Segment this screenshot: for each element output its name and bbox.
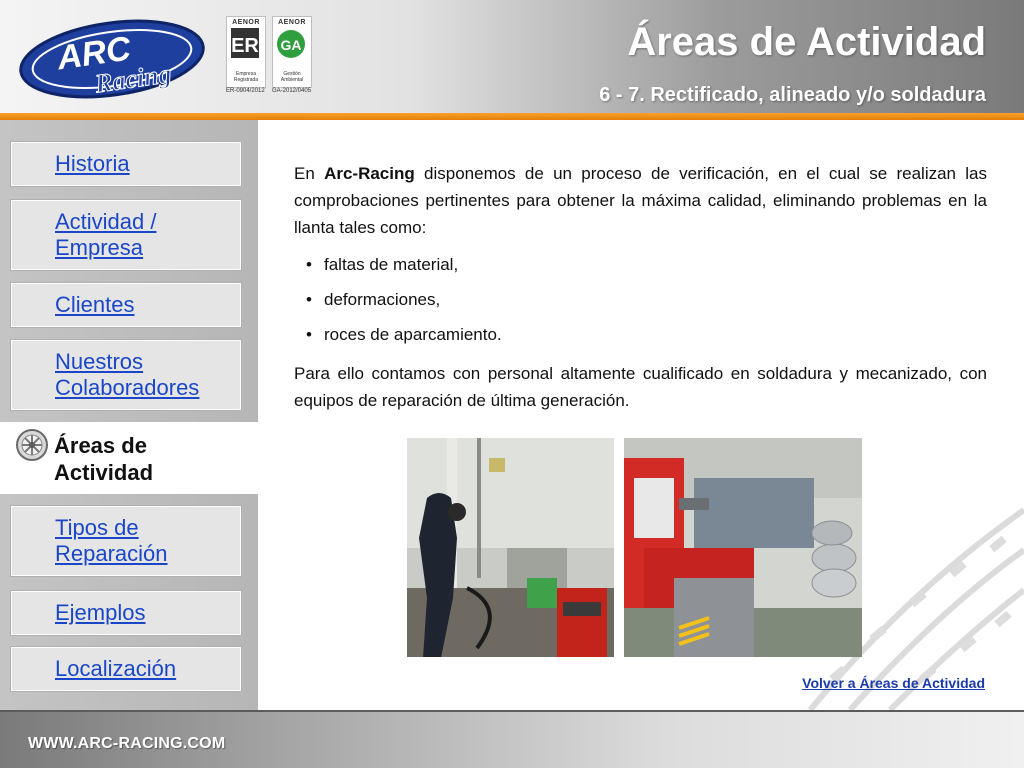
main-content [294, 160, 987, 414]
machining-photo [624, 438, 862, 657]
intro-text: disponemos de un proceso de verificación, en el cual se realizan las comprobaciones pertinentes para obtener la máxima calidad, eliminando problemas en la llanta tales como: [294, 164, 987, 237]
sidebar-item-label: Clientes [55, 292, 135, 317]
back-to-areas-link[interactable]: Volver a Áreas de Actividad [802, 675, 985, 691]
ga-mark-icon [273, 26, 309, 66]
svg-text:GA: GA [280, 37, 302, 53]
intro-prefix: En [294, 164, 315, 183]
footer-divider [0, 710, 1024, 712]
cert-caption: Gestión Ambiental [280, 71, 304, 83]
intro-paragraph [294, 160, 987, 241]
sidebar-item-label: Tipos de Reparación [55, 515, 168, 566]
er-mark-icon [227, 26, 263, 66]
defect-list [294, 247, 987, 352]
cert-org: AENOR [278, 19, 306, 26]
page-subtitle: 6 - 7. Rectificado, alineado y/o soldadura [599, 84, 986, 106]
logo-text-arc: ARC [54, 29, 134, 78]
sidebar-item-label: Nuestros Colaboradores [55, 349, 200, 400]
cert-org: AENOR [232, 19, 260, 26]
sidebar-item-ejemplos[interactable] [11, 591, 241, 635]
brand-name: Arc-Racing [324, 164, 415, 183]
sidebar-item-colaboradores[interactable] [11, 340, 241, 410]
cert-code-ga: GA-2012/0405 [272, 88, 312, 94]
cert-code-er: ER-0904/2012 [226, 88, 265, 94]
sidebar-item-label: Ejemplos [55, 600, 146, 625]
sidebar-item-localizacion[interactable] [11, 647, 241, 691]
cert-caption: Empresa Registrada [233, 71, 259, 83]
welding-photo [407, 438, 614, 657]
list-item: • deformaciones, [324, 282, 987, 317]
header-divider [0, 113, 1024, 120]
aenor-er-certificate [226, 16, 266, 88]
wheel-icon [16, 429, 48, 461]
list-item: • faltas de material, [324, 247, 987, 282]
sidebar-item-actividad-empresa[interactable] [11, 200, 241, 270]
sidebar-item-historia[interactable] [11, 142, 241, 186]
svg-text:ER: ER [231, 35, 259, 57]
arc-racing-logo[interactable] [14, 14, 210, 104]
sidebar-item-label-active: Áreas de Actividad [54, 433, 154, 485]
sidebar-item-clientes[interactable] [11, 283, 241, 327]
sidebar-item-tipos-reparacion[interactable] [11, 506, 241, 576]
aenor-ga-certificate [272, 16, 312, 88]
sidebar-item-label: Localización [55, 656, 177, 681]
website-url[interactable]: WWW.ARC-RACING.COM [28, 735, 226, 752]
sidebar-item-label: Historia [55, 151, 130, 176]
logo-text-racing: Racing [93, 59, 174, 99]
page-title: Áreas de Actividad [627, 20, 986, 64]
sidebar-item-label: Actividad / Empresa [55, 209, 157, 260]
closing-paragraph: Para ello contamos con personal altamente cualificado en soldadura y mecanizado, con equipos de reparación de última generación. [294, 364, 987, 410]
list-item: • roces de aparcamiento. [324, 317, 987, 352]
